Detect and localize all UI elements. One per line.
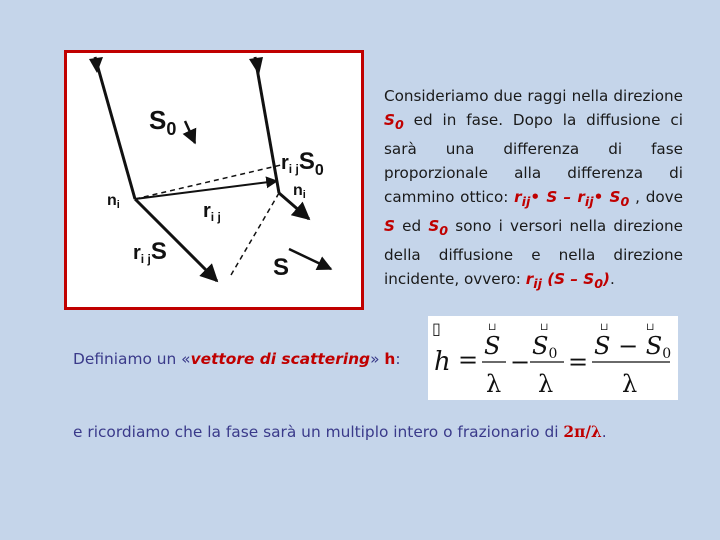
projection-dashed-s [231, 193, 279, 275]
formula-eq-1: = [458, 346, 479, 374]
incident-ray-right-arrowhead [249, 57, 263, 75]
formula-lambda-1: λ [486, 370, 502, 398]
label-rij: $r_{i j}$ [203, 200, 221, 224]
s-direction-arrow [289, 249, 331, 269]
label-rij-s0: $r_{i j}S_0$ [281, 148, 324, 179]
formula-h: h [434, 347, 451, 377]
definition-line: Definiamo un «vettore di scattering» h: [73, 350, 401, 368]
formula-svg [428, 316, 678, 400]
scattering-figure [64, 50, 364, 310]
formula-minus: − [510, 348, 531, 376]
label-rij-s: $r_{i j}S$ [133, 238, 167, 266]
arrow-mark-s0: ⊔ [540, 322, 549, 333]
s0-direction-arrow [185, 121, 195, 143]
arrow-mark-diff-s0: ⊔ [646, 322, 655, 333]
arrow-mark-diff-s: ⊔ [600, 322, 609, 333]
explanation-paragraph: Consideriamo due raggi nella direzione $S_0$ ed in fase. Dopo la diffusione ci sarà una differenza di fase proporzionale alla differenza di cammino ottico: $r_{ij}•$ S – $r_{ij}•$ $S_0$ , dove S ed $S_0$ sono i versori nella direzione della diffusione e nella direzione incidente, ovvero: $r_{ij}$ $(S - S_0)$. [384, 87, 684, 292]
formula-eq-2: = [568, 348, 589, 376]
formula-s0: S0 [532, 332, 558, 362]
formula-lambda-3: λ [622, 370, 638, 398]
incident-ray-left-arrowhead [89, 57, 103, 73]
arrow-mark-s: ⊔ [488, 322, 497, 333]
label-ni-right: ni [293, 182, 306, 201]
scattering-vector-formula [428, 316, 678, 400]
label-ni-left: ni [107, 192, 120, 211]
projection-dashed-s0 [135, 165, 281, 199]
scattering-diagram [67, 53, 361, 307]
formula-lambda-2: λ [538, 370, 554, 398]
rij-vector [135, 181, 277, 199]
incident-ray-left [95, 57, 135, 199]
formula-box: ▯ [432, 319, 441, 338]
incident-ray-right [255, 57, 279, 193]
formula-diff: S − S0 [594, 332, 672, 362]
label-s: S [273, 254, 290, 281]
label-s0: $S_0$ [149, 105, 177, 139]
phase-line: e ricordiamo che la fase sarà un multiplo intero o frazionario di 2π/λ. [73, 423, 607, 441]
formula-s: S [484, 332, 501, 360]
